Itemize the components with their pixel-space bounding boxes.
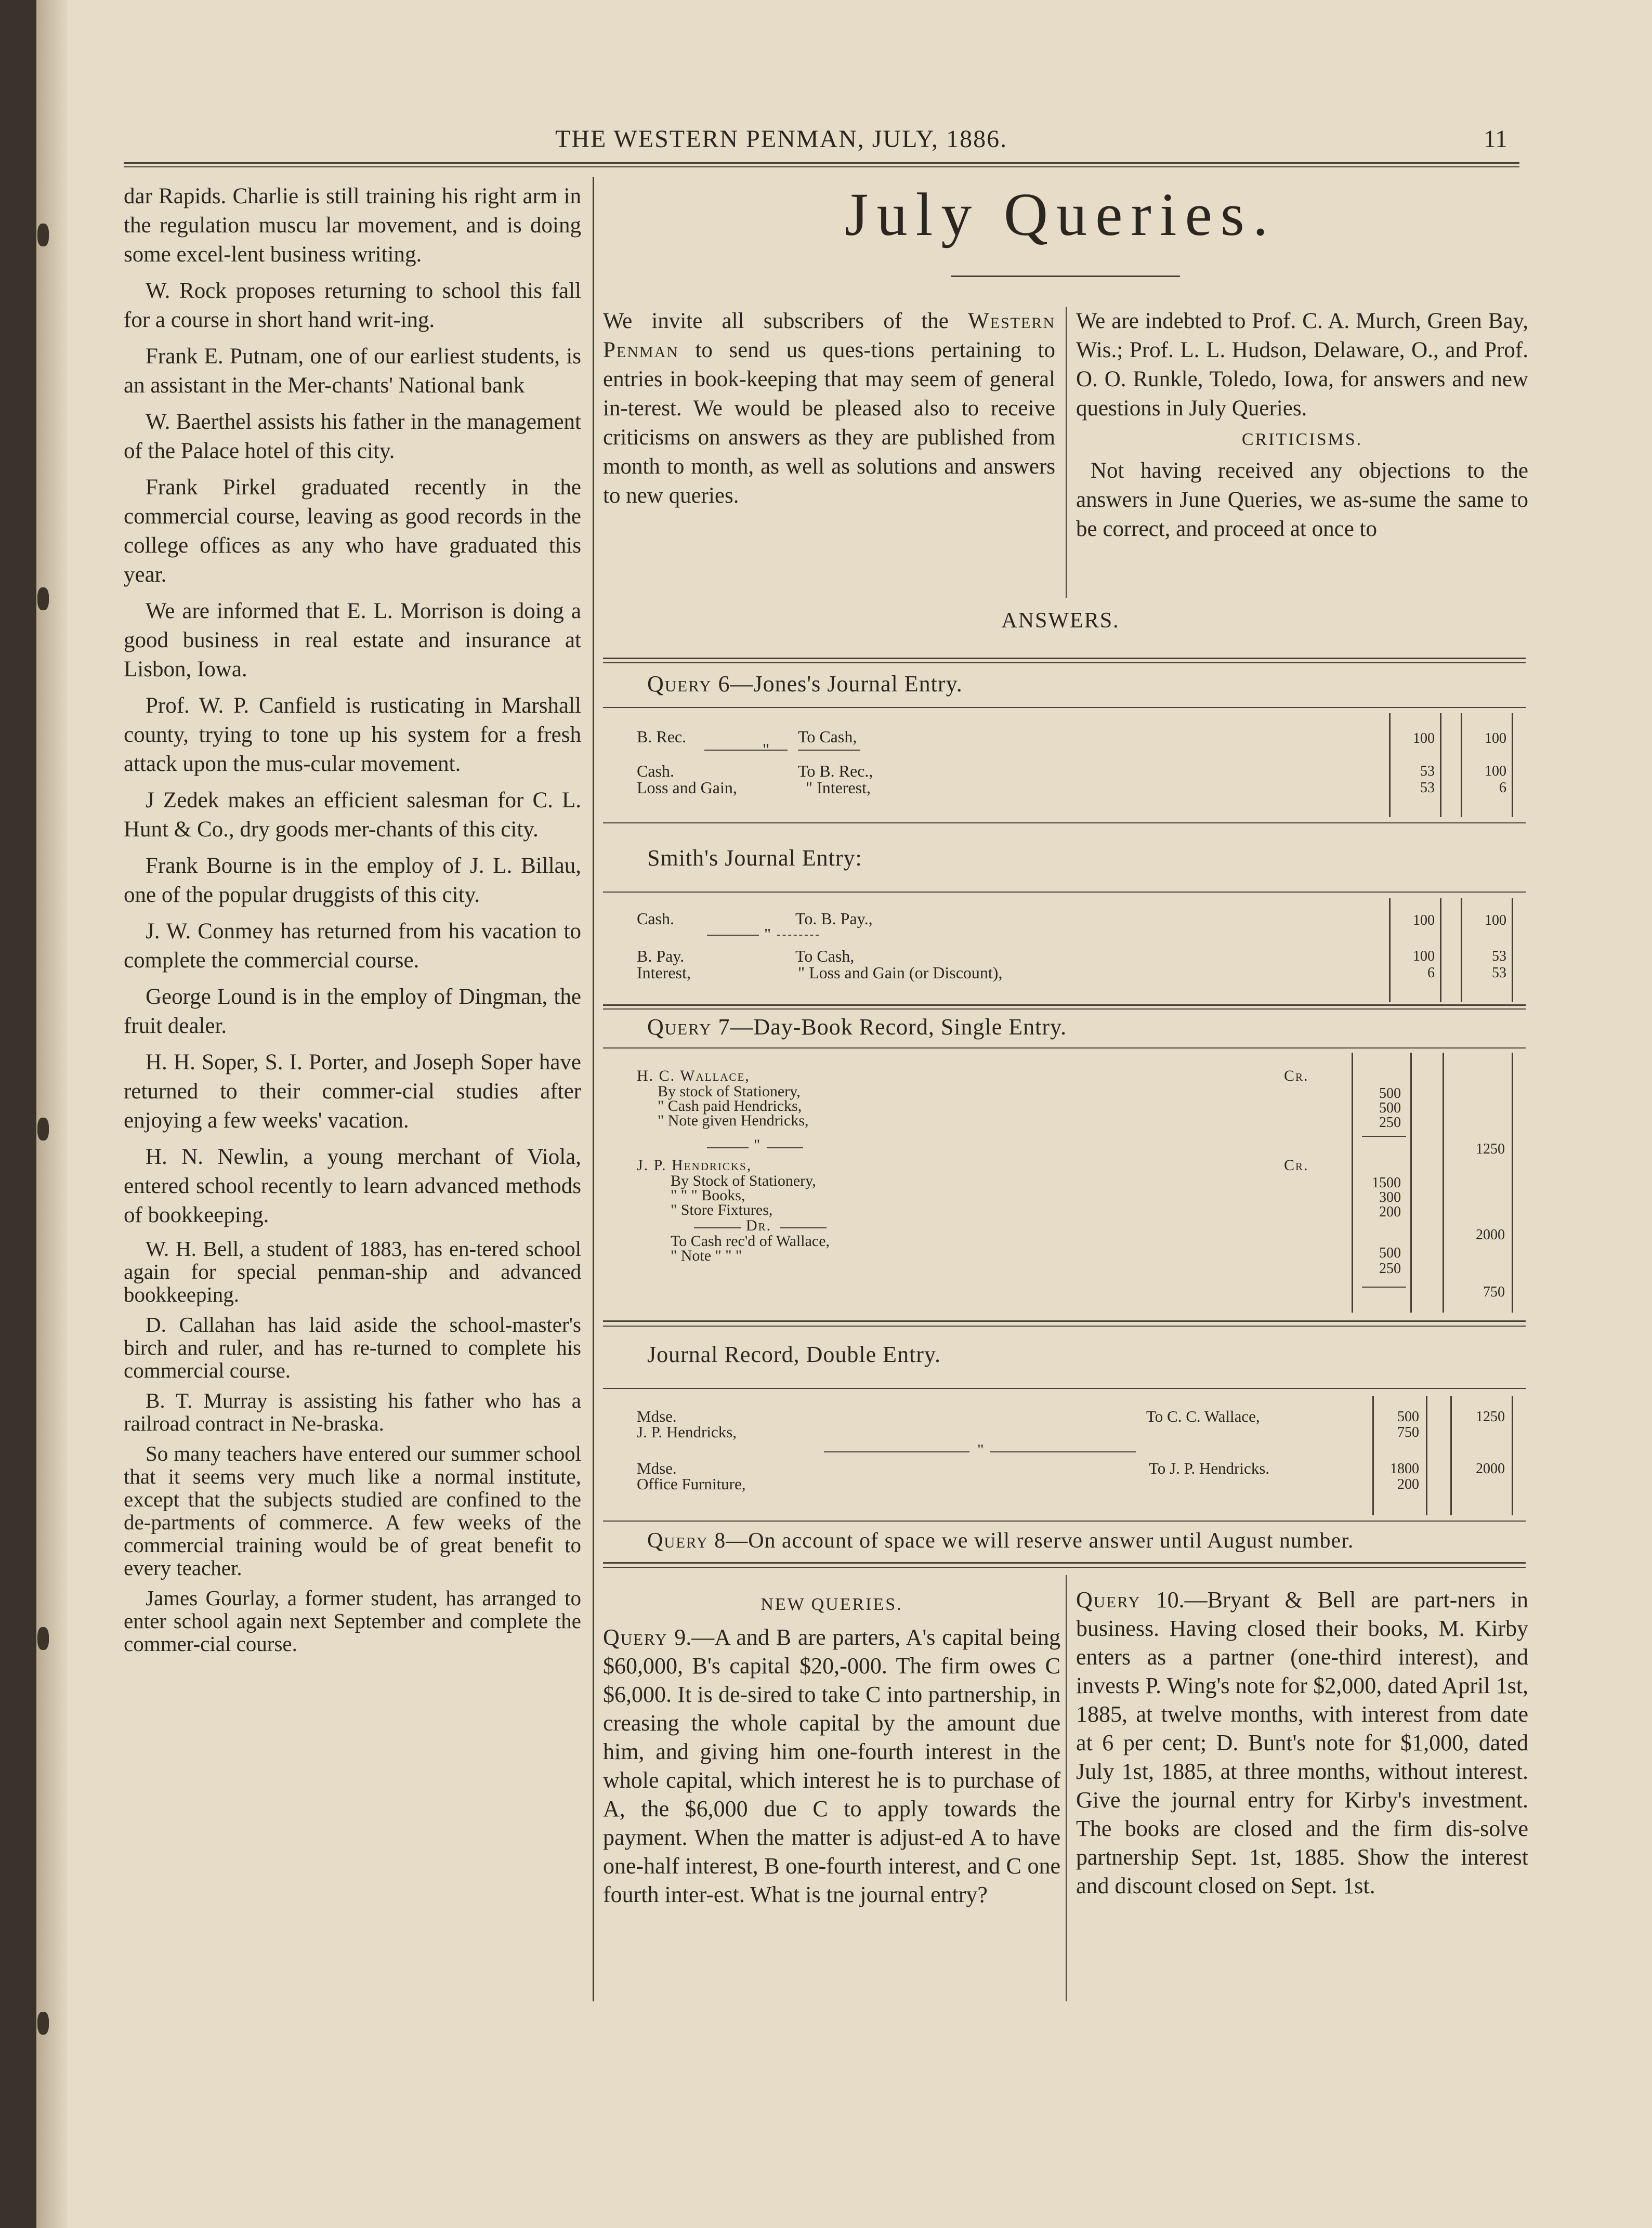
total-amount: 1250	[1476, 1141, 1505, 1157]
paragraph: Frank Pirkel graduated recently in the commercial course, leaving as good records in the college offices as any who have graduated this year.	[124, 475, 581, 587]
ditto-line	[704, 750, 788, 751]
criticisms-heading: CRITICISMS.	[1241, 430, 1363, 449]
account: To. B. Pay.,	[795, 909, 873, 928]
account: Mdse.	[637, 1407, 677, 1425]
item-amount: 500	[1379, 1085, 1401, 1102]
account: To C. C. Wallace,	[1146, 1407, 1260, 1425]
debit-amount: 100	[1413, 948, 1435, 964]
divider-rule	[603, 658, 1526, 659]
table-rule	[603, 1521, 1526, 1522]
paragraph: J. W. Conmey has returned from his vacation to complete the commercial course.	[124, 919, 581, 973]
sum-line	[1362, 1136, 1406, 1137]
divider-rule	[603, 1562, 1526, 1564]
debit-amount: 200	[1397, 1476, 1419, 1492]
paragraph: Frank Bourne is in the employ of J. L. Billau, one of the popular druggists of this city.	[124, 854, 581, 907]
paragraph: Frank E. Putnam, one of our earliest students, is an assistant in the Mer-chants' National bank	[124, 344, 581, 398]
item-amount: 250	[1379, 1115, 1401, 1131]
account-name: H. C. Wallace,	[637, 1067, 750, 1084]
entry-line: " Cash paid Hendricks,	[658, 1097, 802, 1115]
credit-amount: 53	[1492, 948, 1506, 964]
credit-label: Cr.	[1284, 1067, 1309, 1084]
binding-mark	[37, 224, 49, 246]
header-rule	[124, 162, 1519, 164]
binding-mark	[37, 2012, 49, 2035]
item-amount: 500	[1379, 1245, 1401, 1261]
paragraph: W. Baerthel assists his father in the management of the Palace hotel of this city.	[124, 410, 581, 463]
paragraph: James Gourlay, a former student, has arranged to enter school again next September and complete the commer-cial course.	[124, 1586, 581, 1656]
ditto-line	[798, 750, 860, 751]
paragraph: B. T. Murray is assisting his father who has a railroad contract in Ne-braska.	[124, 1388, 581, 1435]
entry-line: " Note " " "	[671, 1247, 742, 1264]
query-6-title: Query 6—Jones's Journal Entry.	[647, 671, 963, 697]
paragraph: George Lound is in the employ of Dingman, the fruit dealer.	[124, 985, 581, 1038]
table-rule	[603, 892, 1526, 893]
entry-line: " Store Fixtures,	[671, 1201, 773, 1218]
ditto-mark: "	[754, 1136, 761, 1154]
account: " Interest,	[806, 778, 871, 797]
query-divider	[1066, 1575, 1067, 2001]
binding-mark	[37, 1118, 49, 1141]
dr-line	[780, 1227, 827, 1228]
paragraph: W. H. Bell, a student of 1883, has en-tered school again for special penman-ship and advanced bookkeeping.	[124, 1237, 581, 1306]
binding-mark	[37, 1627, 49, 1650]
total-amount: 750	[1483, 1284, 1505, 1300]
account: To B. Rec.,	[798, 762, 873, 780]
book-gutter	[0, 0, 36, 2228]
intro-right	[1076, 307, 1528, 544]
item-amount: 300	[1379, 1189, 1401, 1205]
sum-line	[1362, 1287, 1406, 1288]
account: Cash.	[637, 762, 674, 780]
entry-line: By Stock of Stationery,	[671, 1172, 816, 1189]
credit-amount: 100	[1485, 912, 1506, 928]
account: Interest,	[637, 963, 691, 982]
debit-amount: 100	[1413, 730, 1435, 746]
intro-left	[603, 307, 1055, 510]
debit-amount: 1800	[1390, 1461, 1419, 1477]
criticisms-text: Not having received any objections to the answers in June Queries, we as-sume the same to be correct, and proceed at once to	[1076, 458, 1528, 541]
debit-amount: 750	[1397, 1424, 1419, 1440]
column-divider	[593, 177, 594, 2001]
section-title: July Queries.	[844, 180, 1277, 248]
paragraph: Prof. W. P. Canfield is rusticating in Marshall county, trying to tone up his system for a fresh attack upon the mus-cular movement.	[124, 693, 581, 776]
account: To J. P. Hendricks.	[1149, 1459, 1270, 1477]
page-header	[124, 125, 1517, 156]
page-spine-shadow	[36, 0, 68, 2228]
journal-title: Journal Record, Double Entry.	[647, 1342, 941, 1367]
divider-rule	[603, 1567, 1526, 1568]
table-rule	[603, 822, 1526, 823]
query-7-title: Query 7—Day-Book Record, Single Entry.	[647, 1014, 1067, 1040]
answers-heading: ANSWERS.	[1001, 609, 1120, 633]
query-9-column: NEW QUERIES. Query 9.—A and B are parters, A's capital being $60,000, B's capital $20,-000. The firm owes C $6,000. It is de-sired to take C into partnership, in creasing the whole capital by the amount due him, and giving him one-fourth interest in the whole capital, which interest he is to purchase of A, the $6,000 due C to apply towards the payment. When the matter is adjust-ed A to have one-half interest, B one-fourth interest, and C one fourth inter-est. What is tne journal entry?	[603, 1588, 1060, 1909]
account: To Cash,	[795, 947, 855, 965]
publication-name: Western Penman	[603, 309, 1055, 362]
debit-amount: 500	[1397, 1409, 1419, 1425]
divider-rule	[603, 662, 1526, 663]
account: B. Rec.	[637, 727, 687, 746]
ditto-line	[824, 1451, 969, 1452]
title-rule	[951, 276, 1180, 277]
account: J. P. Hendricks,	[637, 1423, 737, 1441]
item-amount: 1500	[1372, 1175, 1401, 1191]
ditto-mark: "	[763, 740, 770, 758]
account: Cash.	[637, 909, 674, 928]
paragraph: So many teachers have entered our summer school that it seems very much like a normal institute, except that the subjects studied are confined to the de-partments of commerce. A few weeks of the commercial training would be of great benefit to every teacher.	[124, 1441, 581, 1580]
ditto-line	[707, 1147, 749, 1148]
ditto-line	[767, 1147, 803, 1148]
entry-line: " Note given Hendricks,	[658, 1112, 809, 1129]
paragraph: J Zedek makes an efficient salesman for C. L. Hunt & Co., dry goods mer-chants of this city.	[124, 788, 581, 842]
account: Office Furniture,	[637, 1475, 746, 1493]
ditto-mark: "	[764, 925, 771, 943]
page-number: 11	[1483, 125, 1507, 153]
entry-line: " " " Books,	[671, 1187, 745, 1204]
entry-line: To Cash rec'd of Wallace,	[671, 1233, 830, 1250]
query-9-text: 9.—A and B are parters, A's capital being $60,000, B's capital $20,-000. The firm owes C $6,000. It is de-sired to take C into partnership, in creasing the whole capital by the amount due him, and giving him one-fourth interest in the whole capital, which interest he is to purchase of A, the $6,000 due C to apply towards the payment. When the matter is adjust-ed A to have one-half interest, B one-fourth interest, and C one fourth inter-est. What is tne journal entry?	[603, 1624, 1060, 1907]
credit-label: Cr.	[1284, 1157, 1309, 1174]
left-column	[124, 182, 581, 1662]
ditto-line	[777, 935, 819, 936]
account: B. Pay.	[637, 947, 685, 965]
intro-text: We invite all subscribers of the	[603, 309, 949, 333]
paragraph: We are informed that E. L. Morrison is doing a good business in real estate and insurance at Lisbon, Iowa.	[124, 599, 581, 681]
account: Loss and Gain,	[637, 778, 737, 797]
smith-title: Smith's Journal Entry:	[647, 845, 862, 871]
new-queries-heading: NEW QUERIES.	[761, 1595, 903, 1614]
account: Mdse.	[637, 1459, 677, 1477]
amount-column	[1443, 1053, 1513, 1313]
credit-amount: 1250	[1476, 1409, 1505, 1425]
binding-mark	[37, 587, 49, 610]
ditto-line	[990, 1451, 1136, 1452]
ditto-line	[707, 935, 759, 936]
item-amount: 250	[1379, 1261, 1401, 1277]
query-8: Query 8—On account of space we will reserve answer until August number.	[647, 1529, 1354, 1553]
intro-text: to send us ques-tions pertaining to entries in book-keeping that may seem of general in-terest. We would be pleased also to receive criticisms on answers as they are published from month to month, as well as solutions and answers to new queries.	[603, 338, 1056, 508]
intro-divider	[1066, 307, 1067, 598]
ditto-mark: "	[977, 1440, 984, 1459]
paragraph: W. Rock proposes returning to school this fall for a course in short hand writ-ing.	[124, 279, 581, 332]
credit-amount: 6	[1499, 780, 1506, 796]
paragraph: H. H. Soper, S. I. Porter, and Joseph Soper have returned to their commer-cial studies after enjoying a few weeks' vacation.	[124, 1050, 581, 1133]
table-rule	[603, 1388, 1526, 1389]
debit-amount: 53	[1420, 763, 1435, 779]
item-amount: 500	[1379, 1100, 1401, 1116]
running-title: THE WESTERN PENMAN, JULY, 1886.	[555, 125, 1008, 153]
paragraph: D. Callahan has laid aside the school-master's birch and ruler, and has re-turned to complete his commercial course.	[124, 1313, 581, 1382]
intro-text: We are indebted to Prof. C. A. Murch, Green Bay, Wis.; Prof. L. L. Hudson, Delaware, O., and Prof. O. O. Runkle, Toledo, Iowa, for answers and new questions in July Queries.	[1076, 309, 1528, 421]
header-rule	[124, 166, 1519, 167]
paragraph: H. N. Newlin, a young merchant of Viola, entered school recently to learn advanced methods of bookkeeping.	[124, 1145, 581, 1227]
debit-amount: 100	[1413, 912, 1435, 928]
account-name: J. P. Hendricks,	[637, 1157, 752, 1174]
paragraph: dar Rapids. Charlie is still training his right arm in the regulation muscu lar movement, and is doing some excel-lent business writing.	[124, 184, 581, 267]
table-rule	[603, 1320, 1526, 1322]
account: " Loss and Gain (or Discount),	[798, 963, 1003, 982]
table-rule	[603, 707, 1526, 708]
account: To Cash,	[798, 727, 857, 746]
debit-label: Dr.	[746, 1217, 772, 1234]
debit-amount: 53	[1420, 780, 1435, 796]
entry-line: By stock of Stationery,	[658, 1083, 801, 1100]
credit-amount: 100	[1485, 763, 1506, 779]
dr-line	[694, 1227, 741, 1228]
credit-amount: 100	[1485, 730, 1506, 746]
table-rule	[603, 1008, 1526, 1010]
table-rule	[603, 1047, 1526, 1049]
item-amount: 200	[1379, 1204, 1401, 1220]
table-rule	[603, 1004, 1526, 1006]
debit-amount: 6	[1427, 965, 1435, 981]
credit-amount: 53	[1492, 965, 1506, 981]
credit-amount: 2000	[1476, 1461, 1505, 1477]
table-rule	[603, 1326, 1526, 1327]
query-10-text: 10.—Bryant & Bell are part-ners in business. Having closed their books, M. Kirby enters as a partner (one-third interest), and invests P. Wing's note for $2,000, dated April 1st, 1885, at twelve months, with interest from date at 6 per cent; D. Bunt's note for $1,000, dated July 1st, 1885, at three months, without interest. Give the journal entry for Kirby's investment. The books are closed and the firm dis-solve partnership Sept. 1st, 1885. Show the interest and discount closed on Sept. 1st.	[1076, 1587, 1528, 1898]
query-10-column: Query 10.—Bryant & Bell are part-ners in business. Having closed their books, M. Kirby enters as a partner (one-third interest), and invests P. Wing's note for $2,000, dated April 1st, 1885, at twelve months, with interest from date at 6 per cent; D. Bunt's note for $1,000, dated July 1st, 1885, at three months, without interest. Give the journal entry for Kirby's investment. The books are closed and the firm dis-solve partnership Sept. 1st, 1885. Show the interest and discount closed on Sept. 1st.	[1076, 1587, 1528, 1898]
total-amount: 2000	[1476, 1227, 1505, 1243]
